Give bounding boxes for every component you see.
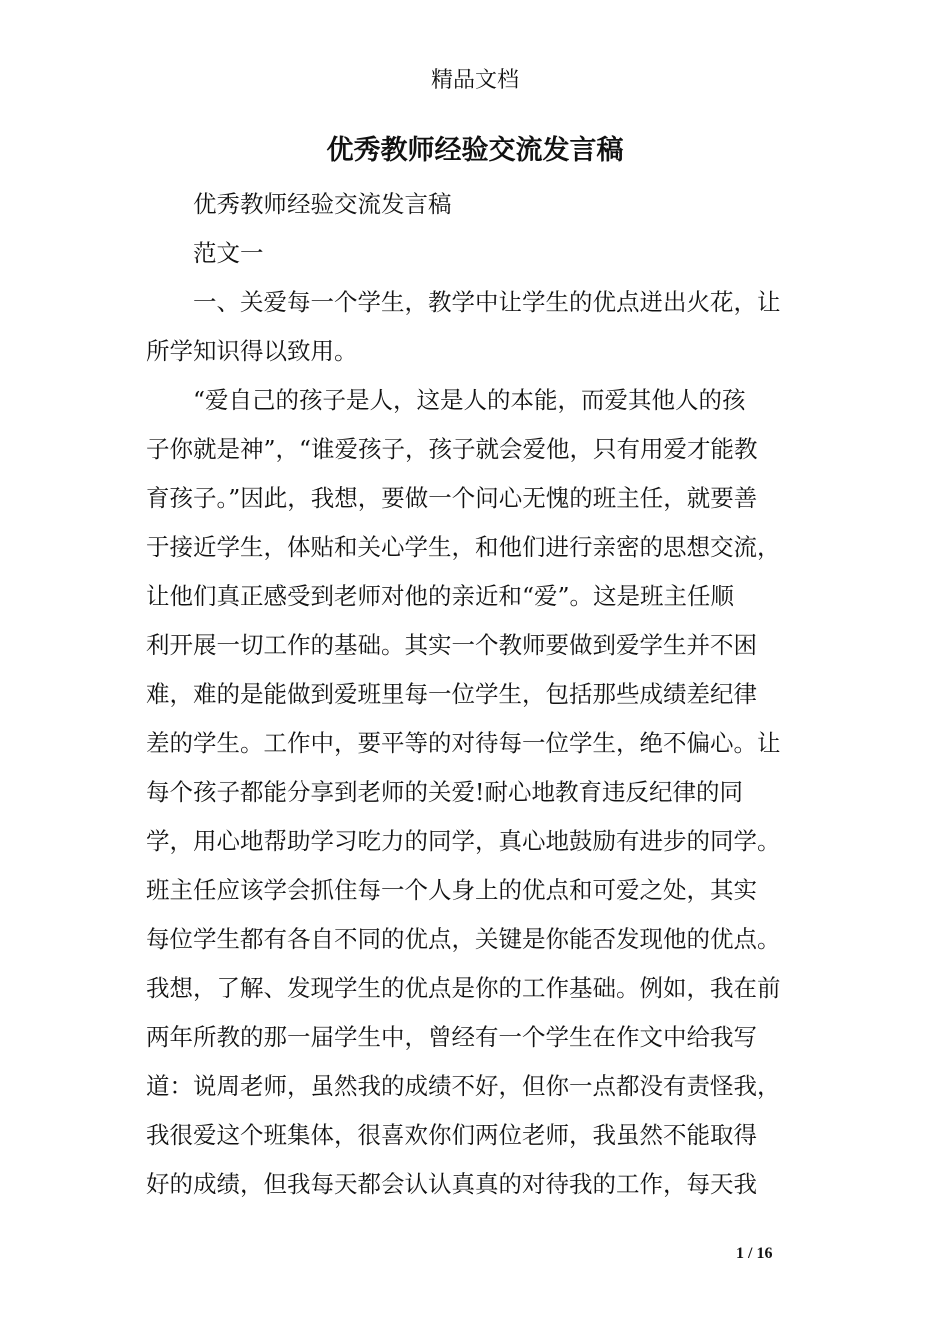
paragraph-line: 所学知识得以致用。: [146, 337, 358, 365]
paragraph-line: 每个孩子都能分享到老师的关爱!耐心地教育违反纪律的同: [146, 778, 743, 806]
paragraph-line: 难，难的是能做到爱班里每一位学生，包括那些成绩差纪律: [146, 680, 757, 708]
paragraph-line: 每位学生都有各自不同的优点，关键是你能否发现他的优点。: [146, 925, 781, 953]
paragraph-line: 我想，了解、发现学生的优点是你的工作基础。例如，我在前: [146, 974, 781, 1002]
paragraph-line: 一、关爱每一个学生，教学中让学生的优点迸出火花，让: [193, 288, 781, 316]
paragraph-line: 利开展一切工作的基础。其实一个教师要做到爱学生并不困: [146, 631, 757, 659]
paragraph: [146, 180, 808, 229]
paragraph-line: 学，用心地帮助学习吃力的同学，真心地鼓励有进步的同学。: [146, 827, 781, 855]
page-header: 精品文档: [430, 68, 519, 93]
paragraph-line: 让他们真正感受到老师对他的亲近和“爱”。这是班主任顺: [146, 582, 735, 610]
paragraph-line: 差的学生。工作中，要平等的对待每一位学生，绝不偏心。让: [146, 729, 781, 757]
paragraph: [146, 278, 808, 376]
document-title: 优秀教师经验交流发言稿: [326, 135, 624, 166]
paragraph-line: 子你就是神”，“谁爱孩子，孩子就会爱他，只有用爱才能教: [146, 435, 758, 463]
paragraph-line: “爱自己的孩子是人，这是人的本能，而爱其他人的孩: [193, 386, 746, 414]
document-body: [146, 180, 808, 1209]
paragraph-line: 范文一: [193, 239, 264, 267]
paragraph: [146, 229, 808, 278]
paragraph-line: 好的成绩，但我每天都会认认真真的对待我的工作，每天我: [146, 1170, 757, 1198]
paragraph-line: 优秀教师经验交流发言稿: [193, 190, 452, 218]
paragraph-line: 我很爱这个班集体，很喜欢你们两位老师，我虽然不能取得: [146, 1121, 757, 1149]
paragraph-line: 于接近学生，体贴和关心学生，和他们进行亲密的思想交流，: [146, 533, 781, 561]
paragraph-line: 道：说周老师，虽然我的成绩不好，但你一点都没有责怪我，: [146, 1072, 781, 1100]
paragraph-line: 两年所教的那一届学生中，曾经有一个学生在作文中给我写: [146, 1023, 757, 1051]
paragraph-line: 育孩子。”因此，我想，要做一个问心无愧的班主任，就要善: [146, 484, 758, 512]
paragraph: [146, 376, 808, 1209]
page-number: 1 / 16: [736, 1245, 773, 1262]
paragraph-line: 班主任应该学会抓住每一个人身上的优点和可爱之处，其实: [146, 876, 757, 904]
